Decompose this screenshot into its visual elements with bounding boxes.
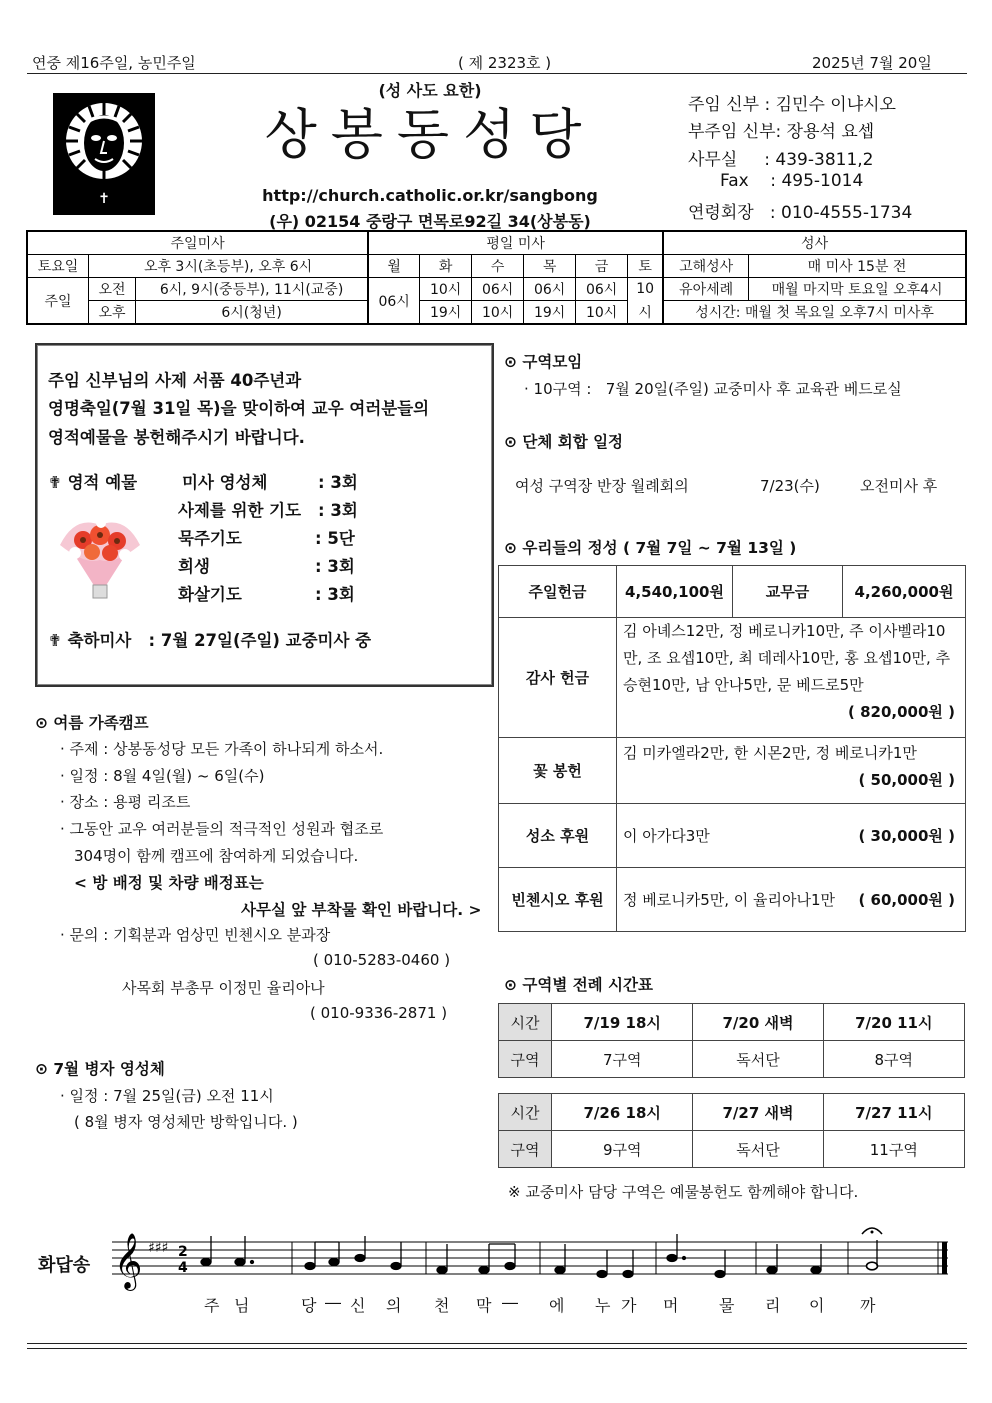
schedule-time: 7/27 11시 xyxy=(823,1094,964,1131)
liturgy-note: ※ 교중미사 담당 구역은 예물봉헌도 함께해야 합니다. xyxy=(508,1183,859,1201)
day-mon: 월 xyxy=(368,255,420,278)
flower-offering-label: 꽃 봉헌 xyxy=(499,738,617,804)
schedule-district: 9구역 xyxy=(552,1131,693,1168)
fri-time-2: 10시 xyxy=(576,301,628,325)
vincent-support-names: 정 베로니카5만, 이 율리아나1만 xyxy=(623,891,836,909)
schedule-time: 7/20 11시 xyxy=(823,1004,964,1041)
anniversary-line-3: 영적예물을 봉헌해주시기 바랍니다. xyxy=(48,428,305,447)
psalm-lyric: ― xyxy=(325,1293,341,1312)
schedule-district: 8구역 xyxy=(823,1041,964,1078)
psalm-lyric: 누 xyxy=(595,1296,611,1315)
holy-hour: 성시간: 매월 첫 목요일 오후7시 미사후 xyxy=(663,301,966,325)
offering-item-name: 미사 영성체 xyxy=(182,473,268,492)
liturgy-schedule-title: ⊙ 구역별 전례 시간표 xyxy=(504,976,653,994)
church-name: 상봉동성당 xyxy=(264,103,596,166)
anniversary-line-1: 주임 신부님의 사제 서품 40주년과 xyxy=(48,371,302,390)
schedule-district: 독서단 xyxy=(693,1041,823,1078)
weekday-mass-header: 평일 미사 xyxy=(368,231,663,255)
thanks-offering-total: ( 820,000원 ) xyxy=(848,703,955,721)
pm-times: 6시(청년) xyxy=(136,301,369,325)
confession-label: 고해성사 xyxy=(663,255,749,278)
camp-notice-2: 사무실 앞 부착물 확인 바랍니다. > xyxy=(241,901,482,919)
svg-text:✝: ✝ xyxy=(98,191,110,207)
sat-time-2: 시 xyxy=(628,301,664,325)
district-label: 구역 xyxy=(499,1041,552,1078)
psalm-music-staff xyxy=(112,1222,952,1292)
sick-communion-note: ( 8월 병자 영성체만 방학입니다. ) xyxy=(74,1113,298,1131)
camp-contact-2: 사목회 부총무 이정민 율리아나 xyxy=(122,979,325,997)
psalm-lyric: 의 xyxy=(386,1296,402,1315)
vocation-support-label: 성소 후원 xyxy=(499,804,617,868)
offering-item-value: : 3회 xyxy=(315,585,355,604)
psalm-lyric: ― xyxy=(502,1293,518,1312)
vocation-support-total: ( 30,000원 ) xyxy=(858,827,955,845)
offering-item-name: 화살기도 xyxy=(178,585,242,604)
camp-date: · 일정 : 8월 4일(월) ~ 6일(수) xyxy=(60,767,265,785)
fax-number: Fax : 495-1014 xyxy=(720,171,864,191)
day-fri: 금 xyxy=(576,255,628,278)
flower-offering-names: 김 미카엘라2만, 한 시몬2만, 정 베로니카1만 xyxy=(623,744,917,762)
schedule-time: 7/19 18시 xyxy=(552,1004,693,1041)
camp-theme: · 주제 : 상봉동성당 모든 가족이 하나되게 하소서. xyxy=(60,740,384,758)
offering-item-value: : 3회 xyxy=(318,501,358,520)
confession-time: 매 미사 15분 전 xyxy=(749,255,966,278)
office-phone: 사무실 : 439-3811,2 xyxy=(688,150,874,170)
header-divider xyxy=(27,73,967,74)
schedule-district: 11구역 xyxy=(823,1131,964,1168)
funeral-committee: 연령회장 : 010-4555-1734 xyxy=(688,203,913,223)
baptism-label: 유아세례 xyxy=(663,278,749,301)
sacrament-header: 성사 xyxy=(663,231,966,255)
sunday-label: 주일 xyxy=(27,278,89,325)
offering-title: ⊙ 우리들의 정성 ( 7월 7일 ~ 7월 13일 ) xyxy=(504,539,797,557)
sunday-collection-amount: 4,540,100원 xyxy=(617,566,733,618)
sunday-mass-header: 주일미사 xyxy=(27,231,368,255)
psalm-lyric: 천 xyxy=(434,1296,450,1315)
diocese-dues-label: 교무금 xyxy=(733,566,843,618)
vincent-support-total: ( 60,000원 ) xyxy=(858,891,955,909)
psalm-lyric: 님 xyxy=(234,1296,250,1315)
saturday-label: 토요일 xyxy=(27,255,89,278)
issue-date: 2025년 7월 20일 xyxy=(812,54,932,72)
wed-time-2: 10시 xyxy=(472,301,524,325)
svg-text:♯♯♯: ♯♯♯ xyxy=(148,1240,169,1256)
camp-notice-1: < 방 배정 및 차량 배정표는 xyxy=(74,874,264,892)
mon-time: 06시 xyxy=(368,278,420,325)
schedule-district: 독서단 xyxy=(693,1131,823,1168)
district-meeting-title: ⊙ 구역모임 xyxy=(504,353,583,371)
thanks-offering-label: 감사 헌금 xyxy=(499,618,617,738)
vincent-support-label: 빈첸시오 후원 xyxy=(499,868,617,932)
psalm-lyric: 머 xyxy=(663,1296,679,1315)
psalm-lyric: 리 xyxy=(765,1296,781,1315)
psalm-label: 화답송 xyxy=(38,1255,91,1276)
schedule-time: 7/26 18시 xyxy=(552,1094,693,1131)
day-tue: 화 xyxy=(420,255,472,278)
thanks-offering-names: 김 아녜스12만, 정 베로니카10만, 주 이사벨라10만, 조 요셉10만, 최 데레사10만, 홍 요셉10만, 추승현10만, 남 안나5만, 문 베드로5만 xyxy=(623,622,951,694)
mass-schedule-table xyxy=(26,230,967,325)
thu-time-1: 06시 xyxy=(524,278,576,301)
day-sat: 토 xyxy=(628,255,664,278)
footer-divider xyxy=(27,1343,967,1344)
baptism-time: 매월 마지막 토요일 오후4시 xyxy=(749,278,966,301)
offering-item-name: 묵주기도 xyxy=(178,529,242,548)
schedule-district: 7구역 xyxy=(552,1041,693,1078)
footer-divider xyxy=(27,1348,967,1349)
psalm-lyric: 가 xyxy=(621,1296,637,1315)
time-label: 시간 xyxy=(499,1004,552,1041)
schedule-time: 7/20 새벽 xyxy=(693,1004,823,1041)
sat-time-1: 10 xyxy=(628,278,664,301)
group-meeting-date: 7/23(수) xyxy=(760,477,820,495)
wed-time-1: 06시 xyxy=(472,278,524,301)
celebration-mass: ✟ 축하미사 : 7월 27일(주일) 교중미사 중 xyxy=(48,631,372,650)
svg-text:𝄞: 𝄞 xyxy=(114,1233,143,1289)
offering-item-value: : 3회 xyxy=(315,557,355,576)
svg-text:4: 4 xyxy=(178,1260,188,1276)
patron-saint: (성 사도 요한) xyxy=(378,81,482,100)
liturgy-schedule-week-1 xyxy=(498,1003,965,1078)
am-label: 오전 xyxy=(89,278,136,301)
group-meeting-name: 여성 구역장 반장 월례회의 xyxy=(515,477,689,495)
pm-label: 오후 xyxy=(89,301,136,325)
camp-phone-2: ( 010-9336-2871 ) xyxy=(310,1004,448,1022)
district-meeting-line: · 10구역 : 7월 20일(주일) 교중미사 후 교육관 베드로실 xyxy=(524,380,902,398)
sick-communion-date: · 일정 : 7월 25일(금) 오전 11시 xyxy=(60,1087,274,1105)
diocese-dues-amount: 4,260,000원 xyxy=(843,566,966,618)
psalm-lyric: 신 xyxy=(350,1296,366,1315)
camp-thanks-1: · 그동안 교우 여러분들의 적극적인 성원과 협조로 xyxy=(60,820,384,838)
tue-time-1: 10시 xyxy=(420,278,472,301)
psalm-lyric: 막 xyxy=(476,1296,492,1315)
day-thu: 목 xyxy=(524,255,576,278)
psalm-lyric: 까 xyxy=(860,1296,876,1315)
pastor-info: 주임 신부 : 김민수 이냐시오 xyxy=(688,95,896,115)
psalm-lyric: 주 xyxy=(204,1296,220,1315)
issue-number: ( 제 2323호 ) xyxy=(458,54,552,72)
group-meeting-time: 오전미사 후 xyxy=(860,477,938,495)
day-wed: 수 xyxy=(472,255,524,278)
offering-item-name: 사제를 위한 기도 xyxy=(178,501,302,520)
district-label: 구역 xyxy=(499,1131,552,1168)
camp-contact: · 문의 : 기획분과 엄상민 빈첸시오 분과장 xyxy=(60,926,331,944)
saturday-times: 오후 3시(초등부), 오후 6시 xyxy=(89,255,369,278)
church-url[interactable]: http://church.catholic.or.kr/sangbong xyxy=(262,186,598,205)
flower-offering-total: ( 50,000원 ) xyxy=(858,771,955,789)
psalm-lyric: 당 xyxy=(301,1296,317,1315)
offering-item-value: : 5단 xyxy=(315,529,355,548)
tue-time-2: 19시 xyxy=(420,301,472,325)
time-label: 시간 xyxy=(499,1094,552,1131)
offering-item-name: 희생 xyxy=(178,557,210,576)
thu-time-2: 19시 xyxy=(524,301,576,325)
svg-text:2: 2 xyxy=(178,1244,188,1260)
psalm-lyric: 에 xyxy=(549,1296,565,1315)
offering-table xyxy=(498,565,966,932)
camp-place: · 장소 : 용평 리조트 xyxy=(60,793,191,811)
sunday-collection-label: 주일헌금 xyxy=(499,566,617,618)
fri-time-1: 06시 xyxy=(576,278,628,301)
liturgical-week: 연중 제16주일, 농민주일 xyxy=(32,54,196,72)
camp-thanks-2: 304명이 함께 캠프에 참여하게 되었습니다. xyxy=(74,847,359,865)
schedule-time: 7/27 새벽 xyxy=(693,1094,823,1131)
camp-phone-1: ( 010-5283-0460 ) xyxy=(313,951,451,969)
sick-communion-title: ⊙ 7월 병자 영성체 xyxy=(35,1060,165,1078)
camp-title: ⊙ 여름 가족캠프 xyxy=(35,714,149,732)
psalm-lyric: 물 xyxy=(719,1296,735,1315)
assistant-pastor-info: 부주임 신부: 장용석 요셉 xyxy=(688,122,875,142)
liturgy-schedule-week-2 xyxy=(498,1093,965,1168)
anniversary-line-2: 영명축일(7월 31일 목)을 맞이하여 교우 여러분들의 xyxy=(48,399,430,418)
psalm-lyric: 이 xyxy=(809,1296,825,1315)
church-address: (우) 02154 중랑구 면목로92길 34(상봉동) xyxy=(269,212,591,231)
spiritual-offering-label: ✟ 영적 예물 xyxy=(48,473,138,492)
flower-bouquet-image xyxy=(55,505,145,600)
vocation-support-names: 이 아가다3만 xyxy=(623,827,710,845)
am-times: 6시, 9시(중등부), 11시(교중) xyxy=(136,278,369,301)
offering-item-value: : 3회 xyxy=(318,473,358,492)
group-meeting-title: ⊙ 단체 회합 일정 xyxy=(504,433,624,451)
